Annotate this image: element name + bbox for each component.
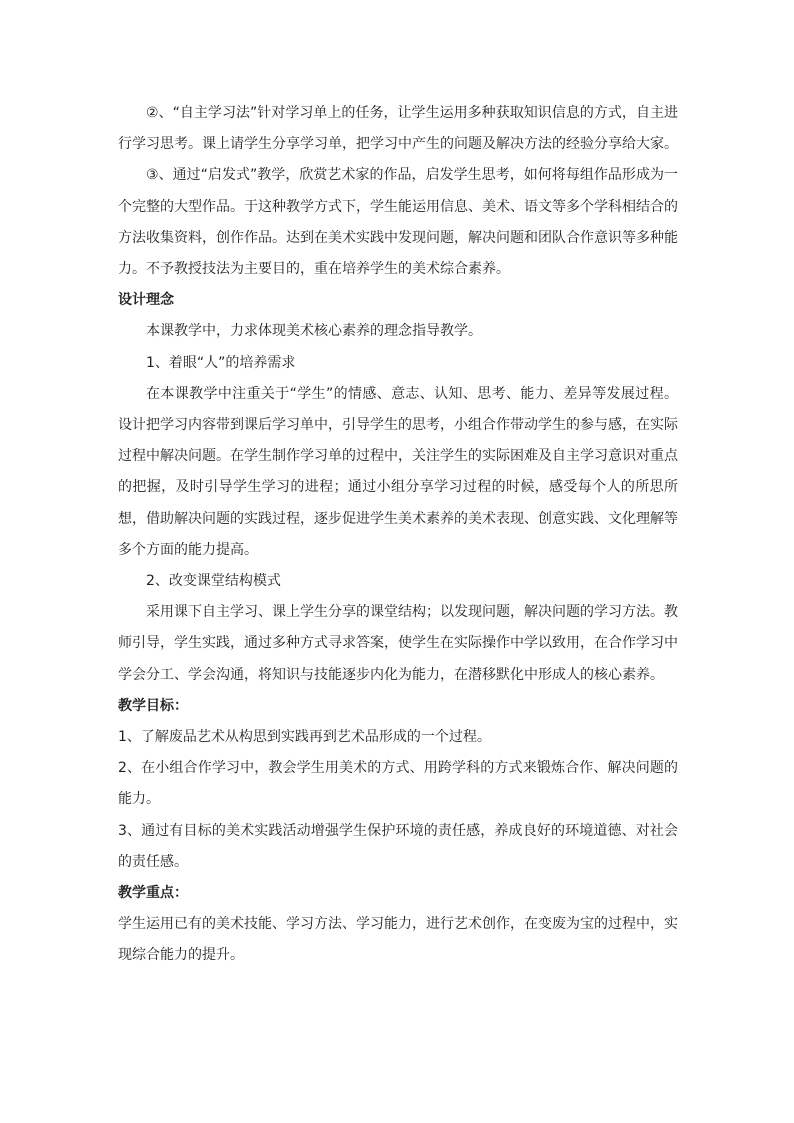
teaching-goal-2: 2、在小组合作学习中，教会学生用美术的方式、用跨学科的方式来锻炼合作、解决问题的能力。 <box>118 760 678 808</box>
subheading-classroom-structure: 2、改变课堂结构模式 <box>146 573 281 590</box>
teaching-goal-3: 3、通过有目标的美术实践活动增强学生保护环境的责任感，养成良好的环境道德、对社会的责任感。 <box>118 822 678 870</box>
subheading-focus-on-people: 1、着眼“人”的培养需求 <box>146 354 296 371</box>
method-paragraph-2: ②、“自主学习法”针对学习单上的任务，让学生运用多种获取知识信息的方式，自主进行学习思考。课上请学生分享学习单，把学习中产生的问题及解决方法的经验分享给大家。 <box>118 105 678 153</box>
section-heading-design-concept: 设计理念 <box>118 292 174 309</box>
teaching-focus-paragraph: 学生运用已有的美术技能、学习方法、学习能力，进行艺术创作，在变废为宝的过程中，实现综合能力的提升。 <box>118 916 678 964</box>
classroom-structure-paragraph: 采用课下自主学习、课上学生分享的课堂结构；以发现问题，解决问题的学习方法。教师引导，学生实践，通过多种方式寻求答案，使学生在实际操作中学以致用，在合作学习中学会分工、学会沟通，将知识与技能逐步内化为能力，在潜移默化中形成人的核心素养。 <box>118 604 678 683</box>
method-paragraph-3: ③、通过“启发式”教学，欣赏艺术家的作品，启发学生思考，如何将每组作品形成为一个完整的大型作品。于这种教学方式下，学生能运用信息、美术、语文等多个学科相结合的方法收集资料，创作作品。达到在美术实践中发现问题，解决问题和团队合作意识等多种能力。不予教授技法为主要目的，重在培养学生的美术综合素养。 <box>118 167 678 278</box>
section-heading-teaching-focus: 教学重点： <box>118 885 188 902</box>
design-concept-intro: 本课教学中，力求体现美术核心素养的理念指导教学。 <box>146 323 482 340</box>
focus-on-people-paragraph: 在本课教学中注重关于“学生”的情感、意志、认知、思考、能力、差异等发展过程。设计把学习内容带到课后学习单中，引导学生的思考，小组合作带动学生的参与感，在实际过程中解决问题。在学生制作学习单的过程中，关注学生的实际困难及自主学习意识对重点的把握，及时引导学生学习的进程；通过小组分享学习过程的时候，感受每个人的所思所想，借助解决问题的实践过程，逐步促进学生美术素养的美术表现、创意实践、文化理解等多个方面的能力提高。 <box>118 385 678 558</box>
document-body <box>118 98 678 972</box>
section-heading-teaching-goals: 教学目标： <box>118 697 188 714</box>
teaching-goal-1: 1、了解废品艺术从构思到实践再到艺术品形成的一个过程。 <box>118 729 491 746</box>
